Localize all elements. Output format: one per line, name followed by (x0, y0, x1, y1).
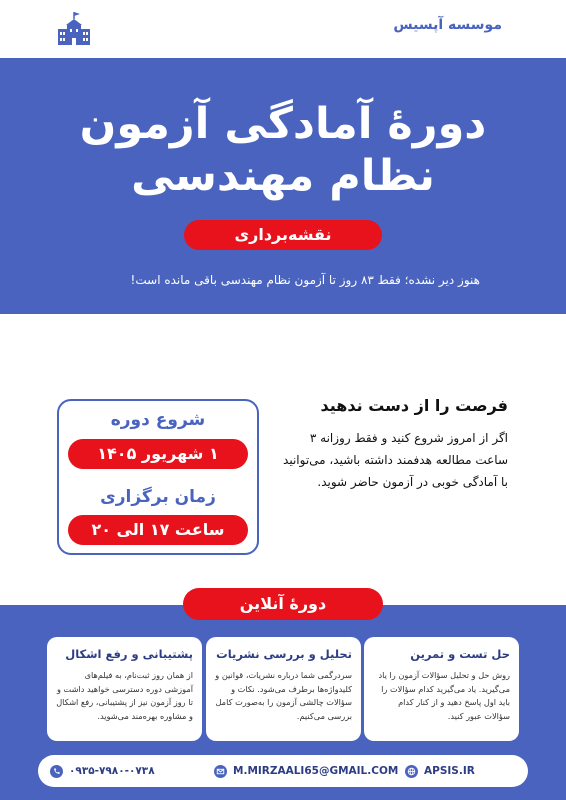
globe-icon (405, 765, 418, 778)
time-label: زمان برگزاری (100, 487, 216, 507)
feature-card-publications (206, 637, 361, 741)
contact-website[interactable] (405, 755, 475, 787)
feature-text: سردرگمی شما درباره نشریات، قوانین و کلیدواژه‌ها برطرف می‌شود. نکات و سؤالات چالشی آزمون را به‌صورت کامل بررسی می‌کنیم. (215, 670, 352, 721)
online-badge: دورۀ آنلاین (183, 588, 383, 620)
feature-title: حل تست و تمرین (410, 647, 510, 661)
time-pill: ساعت ۱۷ الی ۲۰ (68, 515, 248, 545)
contact-email[interactable] (214, 755, 398, 787)
schedule-card (57, 399, 259, 555)
school-building-icon (55, 10, 93, 48)
contact-phone[interactable] (50, 755, 155, 787)
info-body: اگر از امروز شروع کنید و فقط روزانه ۳ ساعت مطالعه هدفمند داشته باشید، می‌توانید با آمادگی خوبی در آزمون حاضر شوید. (283, 431, 508, 489)
feature-text: از همان روز ثبت‌نام، به فیلم‌های آموزشی دوره دسترسی خواهید داشت و تا روز آزمون نیز از پشتیبانی، رفع اشکال و مشاوره بهره‌مند می‌شوید. (56, 670, 193, 721)
hero-section (0, 58, 566, 314)
feature-text: روش حل و تحلیل سؤالات آزمون را یاد می‌گیرید. یاد می‌گیرید کدام سؤالات را باید اول پاسخ دهید و از کنار کدام سؤالات عبور کنید. (378, 670, 510, 721)
discipline-badge: نقشه‌برداری (184, 220, 382, 250)
start-label: شروع دوره (110, 410, 206, 430)
info-title: فرصت را از دست ندهید (320, 396, 508, 415)
hero-title-line1: دورۀ آمادگی آزمون (79, 99, 487, 149)
hero-title-line2: نظام مهندسی (131, 151, 435, 201)
website-text: APSIS.IR (424, 765, 475, 777)
contact-bar (38, 755, 528, 787)
feature-title: تحلیل و بررسی نشریات (216, 647, 352, 661)
brand-name: موسسه آپسیس (393, 17, 502, 33)
phone-text: ۰۹۳۵-۷۹۸۰-۰۷۳۸ (69, 765, 155, 777)
top-header (0, 0, 566, 58)
online-course-section (0, 594, 566, 800)
email-text: M.MIRZAALI65@GMAIL.COM (233, 765, 399, 777)
phone-icon (50, 765, 63, 778)
countdown-note: هنوز دیر نشده؛ فقط ۸۳ روز تا آزمون نظام مهندسی باقی مانده است! (130, 273, 480, 287)
feature-card-support (47, 637, 202, 741)
start-date-pill: ۱ شهریور ۱۴۰۵ (68, 439, 248, 469)
feature-title: پشتیبانی و رفع اشکال (65, 647, 193, 661)
feature-card-practice (364, 637, 519, 741)
email-icon (214, 765, 227, 778)
